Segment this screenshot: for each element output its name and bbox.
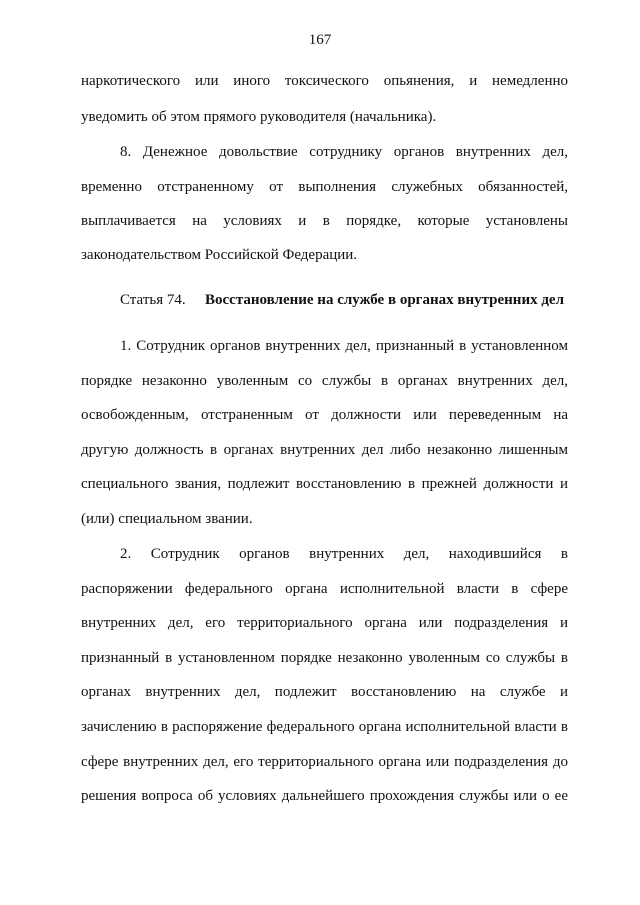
paragraph-7-line-1: наркотического или иного токсического опьянения, и немедленно — [81, 73, 568, 89]
paragraph-8-line-4: законодательством Российской Федерации. — [81, 247, 358, 263]
article-74-p2-line-8: решения вопроса об условиях дальнейшего прохождения службы или о ее — [81, 788, 568, 804]
article-74-p1-line-2: порядке незаконно уволенным со службы в органах внутренних дел, — [81, 373, 568, 389]
article-74-p1-line-1: 1. Сотрудник органов внутренних дел, признанный в установленном — [120, 338, 568, 354]
article-number: Статья 74. — [120, 292, 186, 308]
article-74-p2-line-2: распоряжении федерального органа исполнительной власти в сфере — [81, 581, 568, 597]
article-74-p2-line-1: 2. Сотрудник органов внутренних дел, находившийся в — [120, 546, 568, 562]
article-74-p2-line-5: органах внутренних дел, подлежит восстановлению на службе и — [81, 684, 568, 700]
article-74-p1-line-5: специального звания, подлежит восстановлению в прежней должности и — [81, 476, 568, 492]
article-74-p1-line-4: другую должность в органах внутренних дел либо незаконно лишенным — [81, 442, 568, 458]
paragraph-7-line-2: уведомить об этом прямого руководителя (начальника). — [81, 109, 437, 125]
article-74-p2-line-3: внутренних дел, его территориального органа или подразделения и — [81, 615, 568, 631]
paragraph-8-line-1: 8. Денежное довольствие сотруднику органов внутренних дел, — [120, 144, 568, 160]
article-74-p2-line-6: зачислению в распоряжение федерального органа исполнительной власти в — [81, 719, 568, 735]
article-heading — [120, 291, 568, 309]
paragraph-8-line-3: выплачивается на условиях и в порядке, которые установлены — [81, 213, 568, 229]
page-number: 167 — [308, 32, 332, 48]
article-74-p2-line-7: сфере внутренних дел, его территориального органа или подразделения до — [81, 754, 568, 770]
article-74-p1-line-6: (или) специальном звании. — [81, 511, 253, 527]
article-74-p2-line-4: признанный в установленном порядке незаконно уволенным со службы в — [81, 650, 568, 666]
paragraph-8-line-2: временно отстраненному от выполнения служебных обязанностей, — [81, 179, 568, 195]
article-74-p1-line-3: освобожденным, отстраненным от должности или переведенным на — [81, 407, 568, 423]
article-title: Восстановление на службе в органах внутренних дел — [205, 292, 564, 308]
